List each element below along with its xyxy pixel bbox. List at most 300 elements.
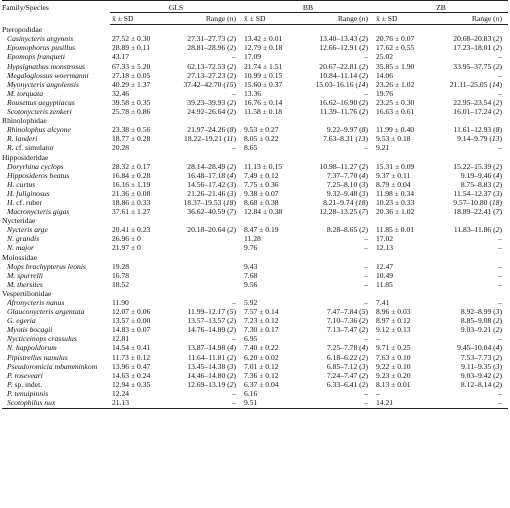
bb-range-cell: 7.13–7.47 (2)	[326, 325, 368, 335]
bb-mean-cell: 8.47 ± 0.19	[244, 225, 279, 235]
gls-mean-cell: 21.97 ± 0	[112, 243, 141, 253]
gls-mean-cell: 32.46	[112, 88, 130, 98]
gls-mean-cell: 14.83 ± 0.07	[112, 325, 151, 335]
zb-mean-cell: 35.85 ± 1.90	[376, 61, 415, 71]
bb-mean-cell: 9.76	[244, 243, 258, 253]
zb-range-cell: 9.57–10.80 (18)	[453, 197, 502, 207]
bb-range-cell: 9.22–9.97 (8)	[326, 125, 368, 135]
gls-range-cell: 24.92–26.64 (2)	[187, 107, 236, 117]
gls-range-cell: –	[232, 52, 236, 62]
bb-mean-cell: 5.92	[244, 298, 258, 307]
gls-mean-cell: 16.16 ± 1.19	[112, 179, 151, 189]
species-name: Hypsignathus monstrosus	[7, 61, 85, 71]
gls-mean-cell: 12.07 ± 0.06	[112, 307, 151, 317]
group-header-bb: BB	[242, 2, 374, 13]
zb-range-cell: 8.75–8.83 (2)	[460, 179, 502, 189]
gls-range-cell: 27.13–27.23 (2)	[187, 70, 236, 80]
zb-mean-cell: 11.85	[376, 279, 393, 289]
gls-range-cell: 21.26–21.46 (3)	[187, 188, 236, 198]
table-row	[2, 107, 508, 116]
bb-mean-cell: 13.42 ± 0.01	[244, 34, 283, 44]
zb-range-cell: 21.11–25.05 (14)	[449, 79, 502, 89]
bb-mean-cell: 7.49 ± 0.12	[244, 170, 279, 180]
zb-range-cell: –	[498, 334, 502, 344]
zb-mean-cell: 14.06	[376, 70, 394, 80]
table-row	[2, 307, 508, 316]
table-row	[2, 298, 508, 307]
bb-range-cell: 7.24–7.47 (2)	[326, 370, 368, 380]
species-name: P. tenuipinnis	[7, 388, 49, 398]
bb-mean-cell: 6.20 ± 0.02	[244, 352, 279, 362]
species-name: P. roseveari	[7, 370, 43, 380]
zb-mean-cell: 9.21	[376, 143, 390, 153]
bb-mean-cell: 7.75 ± 0.36	[244, 179, 279, 189]
table-row	[2, 143, 508, 152]
species-name: Rousettus aegyptiacus	[7, 97, 75, 107]
gls-mean-cell: 14.63 ± 0.24	[112, 370, 151, 380]
gls-mean-cell: 14.54 ± 0.41	[112, 343, 151, 353]
gls-mean-cell: 27.52 ± 0.30	[112, 34, 151, 44]
zb-range-cell: 8.92–8.99 (3)	[460, 307, 502, 317]
zb-range-cell: –	[498, 143, 502, 153]
zb-mean-cell: 17.62 ± 0.55	[376, 43, 415, 53]
species-name: Doryrhina cyclops	[7, 161, 64, 171]
gls-mean-cell: 20.41 ± 0.23	[112, 225, 151, 235]
table-row	[2, 262, 508, 271]
bb-range-cell: 9.32–9.48 (3)	[326, 188, 368, 198]
species-name: Nycteris arge	[7, 225, 48, 235]
bb-mean-cell: 9.38 ± 0.07	[244, 188, 279, 198]
table-row	[2, 380, 508, 389]
zb-mean-cell: 16.63 ± 0.61	[376, 107, 415, 117]
table-row	[2, 362, 508, 371]
bb-range-cell: –	[364, 88, 368, 98]
gls-mean-cell: 20.28	[112, 143, 130, 153]
table-row	[2, 62, 508, 71]
zb-mean-cell: 8.96 ± 0.03	[376, 307, 411, 317]
zb-range-cell: –	[498, 234, 502, 244]
species-name: Afronycteris nanus	[7, 298, 65, 307]
zb-range-cell: –	[498, 388, 502, 398]
family-name: Hipposideridae	[2, 152, 49, 162]
species-name: Megaloglossus woermanni	[7, 70, 89, 80]
gls-range-cell: 14.56–17.42 (3)	[187, 179, 236, 189]
zb-mean-cell: –	[376, 334, 380, 344]
gls-mean-cell: 16.78	[112, 270, 130, 280]
table-row	[2, 98, 508, 107]
zb-mean-cell: 19.76	[376, 88, 394, 98]
mean-sd-header: x̄ ± SD	[242, 13, 300, 25]
bb-mean-cell: 7.01 ± 0.12	[244, 361, 279, 371]
bb-range-cell: –	[364, 234, 368, 244]
family-name: Vespertilionidae	[2, 288, 52, 298]
family-name: Pteropodidae	[2, 25, 43, 35]
gls-mean-cell: 13.96 ± 0.47	[112, 361, 151, 371]
species-name: N. happoldorum	[7, 343, 57, 353]
table-row	[2, 34, 508, 43]
bb-range-cell: –	[364, 298, 368, 307]
zb-range-cell: 11.61–12.93 (8)	[453, 125, 502, 135]
gls-mean-cell: 37.61 ± 1.27	[112, 207, 151, 217]
zb-range-cell: –	[498, 70, 502, 80]
gls-mean-cell: 12.24	[112, 388, 130, 398]
zb-mean-cell: 10.49	[376, 270, 394, 280]
zb-range-cell: 16.01–17.24 (2)	[453, 107, 502, 117]
bb-range-cell: 7.25–7.78 (4)	[326, 343, 368, 353]
zb-mean-cell: –	[376, 388, 380, 398]
table-row	[2, 334, 508, 343]
zb-range-cell: 33.95–37.75 (2)	[453, 61, 502, 71]
zb-range-cell: 8.12–8.14 (2)	[460, 379, 502, 389]
bb-mean-cell: 8.68 ± 0.38	[244, 197, 279, 207]
table-row	[2, 371, 508, 380]
table-row	[2, 162, 508, 171]
table-row	[2, 325, 508, 334]
species-name: Mops brachypterus leonis	[7, 261, 86, 271]
zb-mean-cell: 7.41	[376, 298, 390, 307]
gls-mean-cell: 43.17	[112, 52, 130, 62]
bb-range-cell: –	[364, 243, 368, 253]
gls-range-cell: 36.62–40.59 (7)	[187, 207, 236, 217]
bb-range-cell: 8.28–8.65 (2)	[326, 225, 368, 235]
table-header	[2, 1, 508, 25]
range-header: Range (n)	[300, 13, 374, 25]
species-name: M. thersites	[7, 279, 43, 289]
bb-range-cell: 6.18–6.22 (2)	[326, 352, 368, 362]
species-name: G. egeria	[7, 316, 36, 326]
family-row	[2, 153, 508, 162]
gls-mean-cell: 13.57 ± 0.00	[112, 316, 151, 326]
bb-mean-cell: 11.28	[244, 234, 261, 244]
zb-range-cell: –	[498, 88, 502, 98]
zb-range-cell: 15.22–15.39 (2)	[453, 161, 502, 171]
table-row	[2, 398, 508, 407]
species-name: Epomophorus pusillus	[7, 43, 76, 53]
family-row	[2, 216, 508, 225]
table-row	[2, 52, 508, 61]
bb-mean-cell: 7.23 ± 0.12	[244, 316, 279, 326]
table-row	[2, 280, 508, 289]
bb-mean-cell: 16.76 ± 0.14	[244, 97, 283, 107]
bb-mean-cell: 7.36 ± 0.12	[244, 370, 279, 380]
bb-range-cell: 7.47–7.84 (5)	[326, 307, 368, 317]
zb-mean-cell: 8.13 ± 0.01	[376, 379, 411, 389]
gls-range-cell: 13.57–13.57 (2)	[187, 316, 236, 326]
table-row	[2, 353, 508, 362]
gls-mean-cell: 11.73 ± 0.12	[112, 352, 151, 362]
zb-range-cell: 9.14–9.79 (13)	[457, 134, 502, 144]
gls-range-cell: 13.45–14.38 (3)	[187, 361, 236, 371]
gls-range-cell: 18.37–19.53 (18)	[183, 197, 236, 207]
bb-mean-cell: 6.37 ± 0.04	[244, 379, 279, 389]
gls-range-cell: –	[232, 143, 236, 153]
table-row	[2, 43, 508, 52]
table-row	[2, 271, 508, 280]
family-row	[2, 253, 508, 262]
species-name: Scotonycteris zenkeri	[7, 107, 72, 117]
bb-mean-cell: 9.51	[244, 398, 258, 408]
gls-range-cell: 12.69–13.19 (2)	[187, 379, 236, 389]
species-name: P. sp. indet.	[7, 379, 43, 389]
table-row	[2, 171, 508, 180]
zb-range-cell: 9.45–10.04 (4)	[457, 343, 502, 353]
zb-mean-cell: 9.23 ± 0.20	[376, 370, 411, 380]
zb-mean-cell: 8.79 ± 0.04	[376, 179, 411, 189]
bb-range-cell: 15.03–16.16 (14)	[315, 79, 368, 89]
table-row	[2, 125, 508, 134]
gls-mean-cell: 40.29 ± 1.37	[112, 79, 151, 89]
species-name: Nycticeinops crassulus	[7, 334, 77, 344]
zb-mean-cell: 9.12 ± 0.13	[376, 325, 411, 335]
species-name: Myotis bocagii	[7, 325, 53, 335]
zb-range-cell: 9.03–9.21 (2)	[460, 325, 502, 335]
gls-range-cell: 21.97–24.26 (8)	[187, 125, 236, 135]
bb-range-cell: –	[364, 261, 368, 271]
bb-mean-cell: 7.40 ± 0.22	[244, 343, 279, 353]
bb-mean-cell: 10.99 ± 0.15	[244, 70, 283, 80]
bb-mean-cell: 6.16	[244, 388, 258, 398]
table-body	[2, 25, 508, 407]
zb-mean-cell: 11.85 ± 0.01	[376, 225, 415, 235]
group-header-zb: ZB	[374, 2, 508, 13]
zb-mean-cell: 9.22 ± 0.10	[376, 361, 411, 371]
species-name: H. curtus	[7, 179, 36, 189]
species-name: H. fuliginosus	[7, 188, 50, 198]
zb-range-cell: 18.89–22.41 (7)	[453, 207, 502, 217]
zb-range-cell: –	[498, 398, 502, 408]
gls-range-cell: –	[232, 298, 236, 307]
family-name: Molossidae	[2, 252, 38, 262]
species-name: M. spurrelli	[7, 270, 43, 280]
bb-range-cell: 10.98–11.27 (2)	[319, 161, 368, 171]
table-row	[2, 89, 508, 98]
family-name: Nycteridae	[2, 216, 36, 226]
bb-range-cell: 6.85–7.12 (3)	[326, 361, 368, 371]
bb-range-cell: 12.28–13.25 (7)	[319, 207, 368, 217]
bb-range-cell: 8.21–9.74 (18)	[323, 197, 368, 207]
gls-mean-cell: 27.18 ± 0.05	[112, 70, 151, 80]
zb-range-cell: –	[498, 298, 502, 307]
table-row	[2, 134, 508, 143]
gls-mean-cell: 21.36 ± 0.08	[112, 188, 151, 198]
gls-range-cell: 20.18–20.64 (2)	[187, 225, 236, 235]
bb-mean-cell: 12.79 ± 0.18	[244, 43, 283, 53]
bb-mean-cell: 12.84 ± 0.38	[244, 207, 283, 217]
family-row	[2, 116, 508, 125]
zb-mean-cell: 9.71 ± 0.25	[376, 343, 411, 353]
zb-range-cell: 11.83–11.86 (2)	[453, 225, 502, 235]
bb-mean-cell: 9.43	[244, 261, 258, 271]
zb-mean-cell: 10.23 ± 0.33	[376, 197, 415, 207]
species-name: Pipistrellus nanulus	[7, 352, 68, 362]
gls-range-cell: 62.13–72.53 (2)	[187, 61, 236, 71]
gls-range-cell: 37.42–42.70 (15)	[183, 79, 236, 89]
gls-range-cell: 18.22–19.21 (11)	[184, 134, 236, 144]
species-name: Rhinolophus alcyone	[7, 125, 71, 135]
gls-range-cell: –	[232, 398, 236, 408]
bb-mean-cell: 7.30 ± 0.17	[244, 325, 279, 335]
group-header-gls: GLS	[110, 2, 242, 13]
bb-range-cell: 7.10–7.36 (2)	[326, 316, 368, 326]
family-row	[2, 289, 508, 298]
bb-range-cell: 20.67–22.81 (2)	[319, 61, 368, 71]
table-row	[2, 80, 508, 89]
species-name: M. torquata	[7, 88, 43, 98]
family-row	[2, 25, 508, 35]
zb-mean-cell: 12.13	[376, 243, 394, 253]
bb-mean-cell: 8.65	[244, 143, 258, 153]
bb-range-cell: 7.25–8.10 (3)	[326, 179, 368, 189]
zb-mean-cell: 11.98 ± 0.34	[376, 188, 415, 198]
bb-range-cell: –	[364, 279, 368, 289]
bb-range-cell: –	[364, 398, 368, 408]
species-name: H. cf. ruber	[7, 197, 43, 207]
bb-mean-cell: 15.60 ± 0.37	[244, 79, 283, 89]
gls-range-cell: –	[232, 334, 236, 344]
bb-range-cell: 16.62–16.90 (2)	[319, 97, 368, 107]
zb-mean-cell: 7.63 ± 0.10	[376, 352, 411, 362]
gls-range-cell	[168, 271, 242, 280]
zb-mean-cell: 12.47	[376, 261, 394, 271]
gls-mean-cell: 23.38 ± 0.56	[112, 125, 151, 135]
gls-range-cell: 28.14–28.49 (2)	[187, 161, 236, 171]
zb-range-cell: 8.85–9.08 (2)	[460, 316, 502, 326]
zb-range-cell: –	[498, 52, 502, 62]
zb-mean-cell: 20.36 ± 1.02	[376, 207, 415, 217]
bb-range-cell: 13.40–13.43 (2)	[319, 34, 368, 44]
zb-mean-cell: 9.53 ± 0.18	[376, 134, 411, 144]
species-name: N. grandis	[7, 234, 40, 244]
zb-mean-cell: 20.76 ± 0.07	[376, 34, 415, 44]
bb-mean-cell: 6.95	[244, 334, 258, 344]
bb-mean-cell: 8.05 ± 0.22	[244, 134, 279, 144]
bb-mean-cell: 11.13 ± 0.15	[244, 161, 283, 171]
gls-range-cell: 11.99–12.17 (5)	[187, 307, 236, 317]
gls-mean-cell: 67.33 ± 5.20	[112, 61, 151, 71]
zb-range-cell: –	[498, 243, 502, 253]
bb-range-cell: 11.39–11.76 (2)	[319, 107, 368, 117]
table-row	[2, 198, 508, 207]
gls-mean-cell: 39.58 ± 0.35	[112, 97, 151, 107]
bb-range-cell: 7.63–8.31 (13)	[323, 134, 368, 144]
gls-mean-cell: 12.81	[112, 334, 130, 344]
gls-range-cell: 16.48–17.18 (4)	[187, 170, 236, 180]
bb-mean-cell: 17.09	[244, 52, 262, 62]
mean-sd-header: x̄ ± SD	[110, 13, 168, 25]
species-name: Glauconycteris argentata	[7, 307, 85, 317]
bb-range-cell: 12.66–12.91 (2)	[319, 43, 368, 53]
gls-range-cell: 14.76–14.89 (2)	[187, 325, 236, 335]
bb-mean-cell: 7.68	[244, 270, 258, 280]
gls-mean-cell: 21.13	[112, 398, 130, 408]
gls-range-cell	[168, 280, 242, 289]
gls-range-cell	[168, 262, 242, 271]
zb-range-cell: 17.23–18.01 (2)	[453, 43, 502, 53]
zb-range-cell: 7.53–7.73 (2)	[460, 352, 502, 362]
gls-mean-cell: 28.89 ± 0.11	[112, 43, 151, 53]
gls-range-cell	[168, 243, 242, 252]
zb-range-cell: 11.54–12.37 (3)	[453, 188, 502, 198]
measurements-table	[2, 0, 508, 409]
zb-range-cell: 20.68–20.83 (2)	[453, 34, 502, 44]
zb-mean-cell: 11.99 ± 0.40	[376, 125, 415, 135]
species-name: Casinycteris argynnis	[7, 34, 74, 44]
zb-mean-cell: 8.97 ± 0.12	[376, 316, 411, 326]
range-header: Range (n)	[168, 13, 242, 25]
gls-mean-cell: 18.77 ± 0.28	[112, 134, 151, 144]
bb-mean-cell: 9.53 ± 0.27	[244, 125, 279, 135]
bb-range-cell: –	[364, 52, 368, 62]
zb-range-cell: –	[498, 261, 502, 271]
gls-range-cell: 39.23–39.93 (2)	[187, 97, 236, 107]
bb-mean-cell: 7.57 ± 0.14	[244, 307, 279, 317]
family-species-header: Family/Species	[2, 3, 49, 12]
zb-mean-cell: 23.26 ± 1.02	[376, 79, 415, 89]
gls-range-cell: –	[232, 88, 236, 98]
zb-range-cell: –	[498, 279, 502, 289]
family-name: Rhinolophidae	[2, 116, 47, 126]
gls-mean-cell: 16.84 ± 0.28	[112, 170, 151, 180]
species-name: Macronycteris gigas	[7, 207, 70, 217]
gls-mean-cell: 19.28	[112, 261, 130, 271]
species-name: R. cf. simulator	[7, 143, 54, 153]
gls-mean-cell: 18.52	[112, 279, 130, 289]
gls-range-cell: 11.64–11.81 (2)	[187, 352, 236, 362]
bb-range-cell: 6.33–6.41 (2)	[326, 379, 368, 389]
range-header: Range (n)	[432, 13, 508, 25]
bb-range-cell: –	[364, 270, 368, 280]
bb-range-cell: 10.84–11.14 (2)	[319, 70, 368, 80]
species-name: Scotophilus nux	[7, 398, 56, 408]
table-row	[2, 225, 508, 234]
gls-mean-cell: 25.78 ± 0.86	[112, 107, 151, 117]
zb-range-cell: 22.95–23.54 (2)	[453, 97, 502, 107]
table-row	[2, 243, 508, 252]
species-name: Epomops franqueti	[7, 52, 66, 62]
bb-mean-cell: 11.58 ± 0.18	[244, 107, 283, 117]
table-row	[2, 389, 508, 398]
zb-mean-cell: 15.31 ± 0.09	[376, 161, 415, 171]
species-name: R. landeri	[7, 134, 38, 144]
table-row	[2, 316, 508, 325]
bb-range-cell: –	[364, 334, 368, 344]
gls-range-cell: 28.81–28.96 (2)	[187, 43, 236, 53]
table-row	[2, 343, 508, 352]
species-name: N. major	[7, 243, 35, 253]
table-row	[2, 180, 508, 189]
zb-range-cell: 9.11–9.35 (3)	[461, 361, 502, 371]
bb-mean-cell: 13.36	[244, 88, 262, 98]
gls-range-cell: 27.31–27.73 (2)	[187, 34, 236, 44]
zb-mean-cell: 17.02	[376, 234, 394, 244]
bb-mean-cell: 21.74 ± 1.51	[244, 61, 283, 71]
species-name: Hipposideros beatus	[7, 170, 70, 180]
zb-range-cell: –	[498, 270, 502, 280]
bb-mean-cell: 9.56	[244, 279, 258, 289]
zb-mean-cell: 14.21	[376, 398, 394, 408]
mean-sd-header: x̄ ± SD	[374, 13, 432, 25]
zb-mean-cell: 9.37 ± 0.11	[376, 170, 411, 180]
table-row	[2, 71, 508, 80]
zb-range-cell: 9.19–9.46 (4)	[460, 170, 502, 180]
table-row	[2, 207, 508, 216]
zb-range-cell: 9.03–9.42 (2)	[460, 370, 502, 380]
bb-range-cell: –	[364, 143, 368, 153]
bb-range-cell: –	[364, 388, 368, 398]
zb-mean-cell: 23.25 ± 0.30	[376, 97, 415, 107]
gls-mean-cell: 28.32 ± 0.17	[112, 161, 151, 171]
bb-range-cell: 7.37–7.70 (4)	[326, 170, 368, 180]
